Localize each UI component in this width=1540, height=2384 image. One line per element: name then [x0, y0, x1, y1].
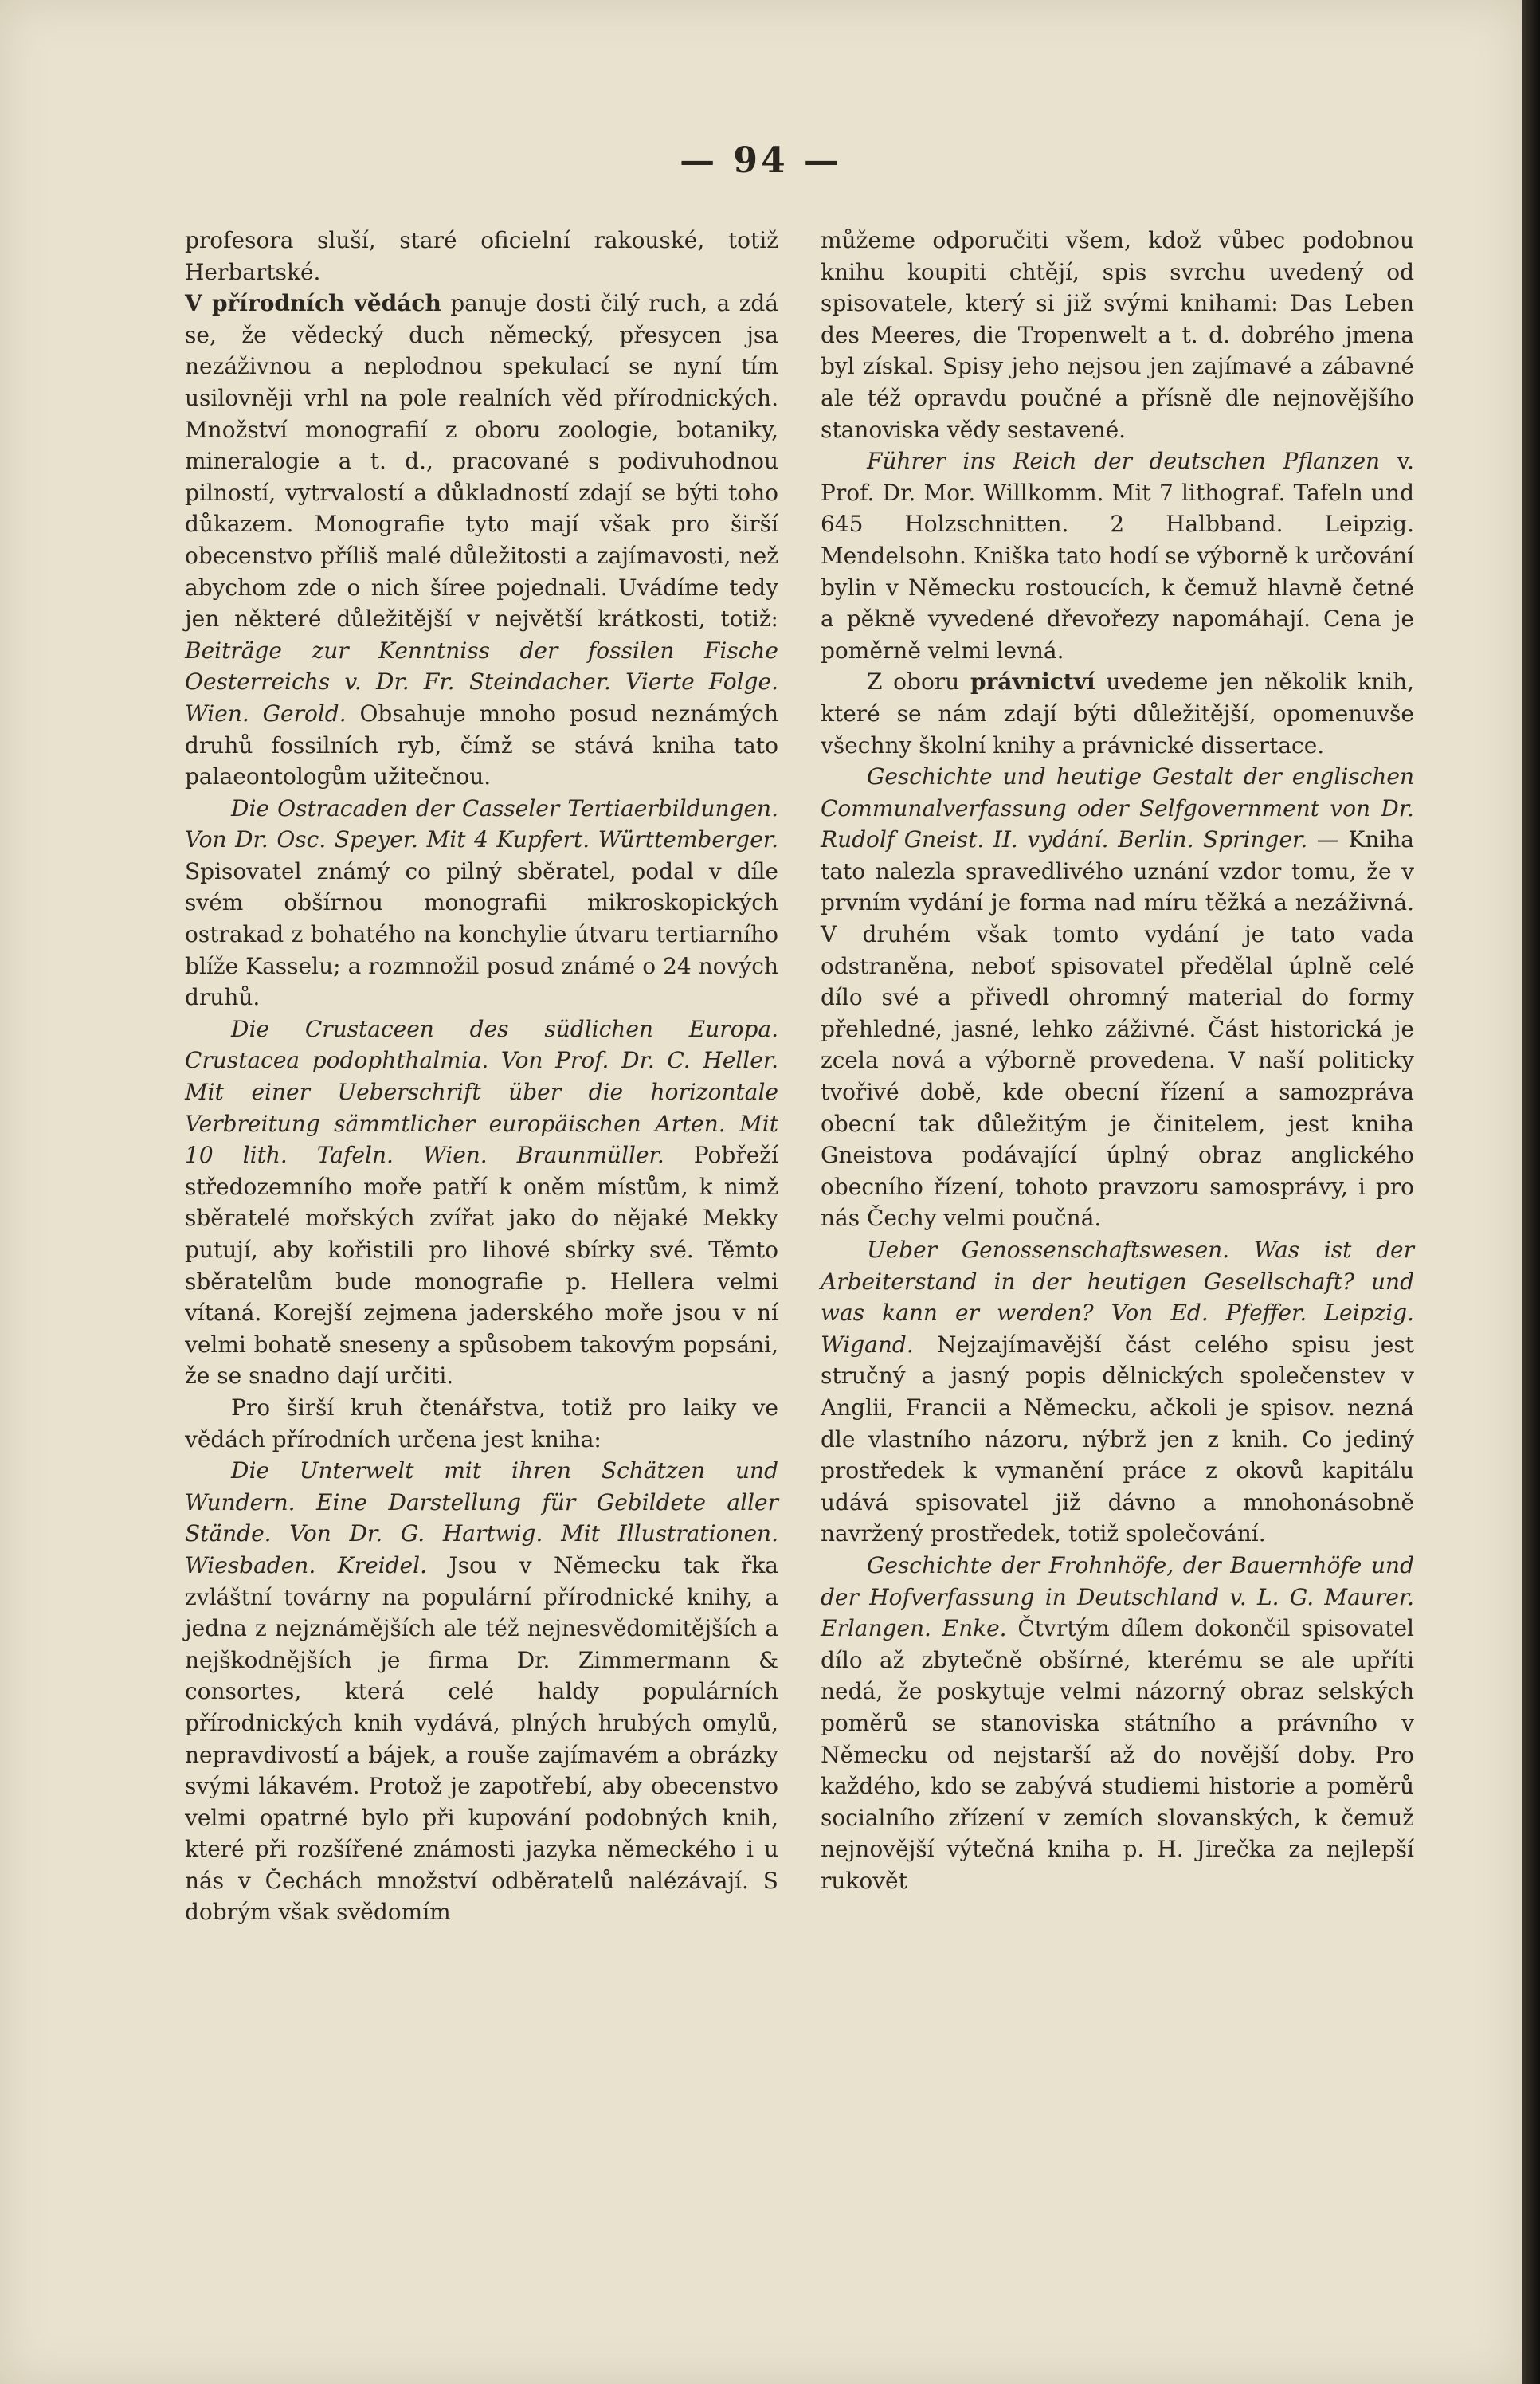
book-title: Ueber Genossenschaftswesen. Was ist der Arbeiterstand in der heutigen Gesellschaft? und was kann er werden? Von Ed. Pfeffer. Leipzig. Wigand. [821, 1237, 1414, 1358]
paragraph [821, 1234, 1414, 1550]
book-title: Geschichte der Frohnhöfe, der Bauernhöfe und der Hofverfassung in Deutschland v. L. G. Maurer. Erlangen. Enke. [821, 1551, 1414, 1642]
paragraph [185, 288, 778, 793]
paragraph [185, 793, 778, 1014]
book-title: Beiträge zur Kenntniss der fossilen Fische Oesterreichs v. Dr. Fr. Steindacher. Vierte Folge. Wien. Gerold. [185, 637, 778, 727]
text-run: Čtvrtým dílem dokončil spisovatel dílo až zbytečně obšírné, kterému se ale upříti nedá, že poskytuje velmi názorný obraz selských poměrů se stanoviska státního a právního v Německu od nejstarší až do novější doby. Pro každého, kdo se zabývá studiemi historie a poměrů socialního zřízení v zemích slovanských, k čemuž nejnovější výtečná kniha p. H. Jirečka za nejlepší rukovět [821, 1615, 1414, 1894]
paragraph [185, 1392, 778, 1455]
paragraph [821, 666, 1414, 761]
text-run: uvedeme jen několik knih, které se nám zdají býti důležitější, opomenuvše všechny školní knihy a právnické dissertace. [821, 669, 1415, 759]
paragraph [821, 1550, 1414, 1897]
text-run: profesora sluší, staré oficielní rakouské, totiž Herbartské. [185, 227, 778, 285]
paragraph [185, 1014, 778, 1392]
paragraph [185, 1455, 778, 1928]
page-number: — 94 — [680, 140, 842, 181]
text-run: — Kniha tato nalezla spravedlivého uznání vzdor tomu, že v prvním vydání je forma nad míru těžká a nezáživná. V druhém však tomto vydání je tato vada odstraněna, neboť spisovatel předělal úplně celé dílo své a přivedl ohromný material do formy přehledné, jasné, lehko záživné. Část historická je zcela nová a výborně provedena. V naší politicky tvořivé době, kde obecní řízení a samozpráva obecní tak důležitým je činitelem, jest kniha Gneistova podávající úplný obraz anglického obecního řízení, tohoto pravzoru samosprávy, i pro nás Čechy velmi poučná. [821, 826, 1415, 1232]
text-run: Pobřeží středozemního moře patří k oněm místům, k nimž sběratelé mořských zvířat jako do nějaké Mekky putují, aby kořistili pro lihové sbírky své. Těmto sběratelům bude monografie p. Hellera velmi vítaná. Korejší zejmena jaderského moře jsou v ní velmi bohatě sneseny a spůsobem takovým popsáni, že se snadno dají určiti. [185, 1142, 778, 1390]
right-column [821, 225, 1414, 1896]
section-heading: právnictví [970, 669, 1095, 696]
paragraph [185, 225, 778, 288]
paragraph [821, 225, 1414, 445]
text-run: v. Prof. Dr. Mor. Willkomm. Mit 7 lithograf. Tafeln und 645 Holzschnitten. 2 Halbband. Leipzig. Mendelsohn. Kniška tato hodí se výborně k určování bylin v Německu rostoucích, k čemuž hlavně četné a pěkně vyvedené dřevořezy napomáhají. Cena je poměrně velmi levná. [821, 448, 1414, 664]
book-title: Die Ostracaden der Casseler Tertiaerbildungen. Von Dr. Osc. Speyer. Mit 4 Kupfert. Württemberger. [185, 794, 778, 853]
section-heading: V přírodních vědách [185, 290, 441, 317]
book-title: Die Crustaceen des südlichen Europa. Crustacea podophthalmia. Von Prof. Dr. C. Heller. Mit einer Ueberschrift über die horizontale Verbreitung sämmtlicher europäischen Arten. Mit 10 lith. Tafeln. Wien. Braunmüller. [185, 1015, 778, 1169]
book-title: Die Unterwelt mit ihren Schätzen und Wundern. Eine Darstellung für Gebildete aller Stände. Von Dr. G. Hartwig. Mit Illustrationen. Wiesbaden. Kreidel. [185, 1457, 778, 1578]
text-run: Nejzajímavější část celého spisu jest stručný a jasný popis dělnických společenstev v Anglii, Francii a Německu, ačkoli je spisov. nezná dle vlastního názoru, nýbrž jen z knih. Co jediný prostředek k vymanění práce z okovů kapitálu udává spisovatel již dávno a mnohonásobně navržený prostředek, totiž společování. [821, 1331, 1414, 1547]
paragraph [821, 445, 1414, 666]
text-run: Spisovatel známý co pilný sběratel, podal v díle svém obšírnou monografii mikroskopických ostrakad z bohatého na konchylie útvaru tertiarního blíže Kasselu; a rozmnožil posud známé o 24 nových druhů. [185, 857, 778, 1011]
text-run: Pro širší kruh čtenářstva, totiž pro laiky ve vědách přírodních určena jest kniha: [185, 1394, 778, 1453]
text-run: můžeme odporučiti všem, kdož vůbec podobnou knihu koupiti chtějí, spis svrchu uvedený od spisovatele, který si již svými knihami: Das Leben des Meeres, die Tropenwelt a t. d. dobrého jmena byl získal. Spisy jeho nejsou jen zajímavé a zábavné ale též opravdu poučné a přísně dle nejnovějšího stanoviska vědy sestavené. [821, 227, 1414, 443]
paragraph [821, 761, 1414, 1234]
book-title: Führer ins Reich der deutschen Pflanzen [867, 448, 1381, 475]
page-edge [1522, 0, 1540, 2384]
book-title: Geschichte und heutige Gestalt der englischen Communalverfassung oder Selfgovernment von Dr. Rudolf Gneist. II. vydání. Berlin. Springer. [821, 763, 1414, 853]
text-run: Z oboru [867, 669, 970, 696]
text-run: Jsou v Německu tak řka zvláštní továrny na populární přírodnické knihy, a jedna z nejznámějších ale též nejnesvědomitějších a nejškodnějších je firma Dr. Zimmermann & consortes, která celé haldy populárních přírodnických knih vydává, plných hrubých omylů, nepravdivostí a bájek, a rouše zajímavém a obrázky svými lákavém. Protož je zapotřebí, aby obecenstvo velmi opatrné bylo při kupování podobných knih, které při rozšířené známosti jazyka německého i u nás v Čechách množství odběratelů nalézávají. S dobrým však svědomím [185, 1551, 778, 1926]
text-run: Obsahuje mnoho posud neznámých druhů fossilních ryb, čímž se stává kniha tato palaeontologům užitečnou. [185, 700, 778, 790]
left-column [185, 225, 778, 1928]
text-run: panuje dosti čilý ruch, a zdá se, že vědecký duch německý, přesycen jsa nezáživnou a neplodnou spekulací se nyní tím usilovněji vrhl na pole realních věd přírodnických. Množství monografií z oboru zoologie, botaniky, mineralogie a t. d., pracované s podivuhodnou pilností, vytrvalostí a důkladností zdají se býti toho důkazem. Monografie tyto mají však pro širší obecenstvo příliš malé důležitosti a zajímavosti, než abychom zde o nich šíree pojednali. Uvádíme tedy jen některé důležitější v největší krátkosti, totiž: [185, 290, 779, 633]
